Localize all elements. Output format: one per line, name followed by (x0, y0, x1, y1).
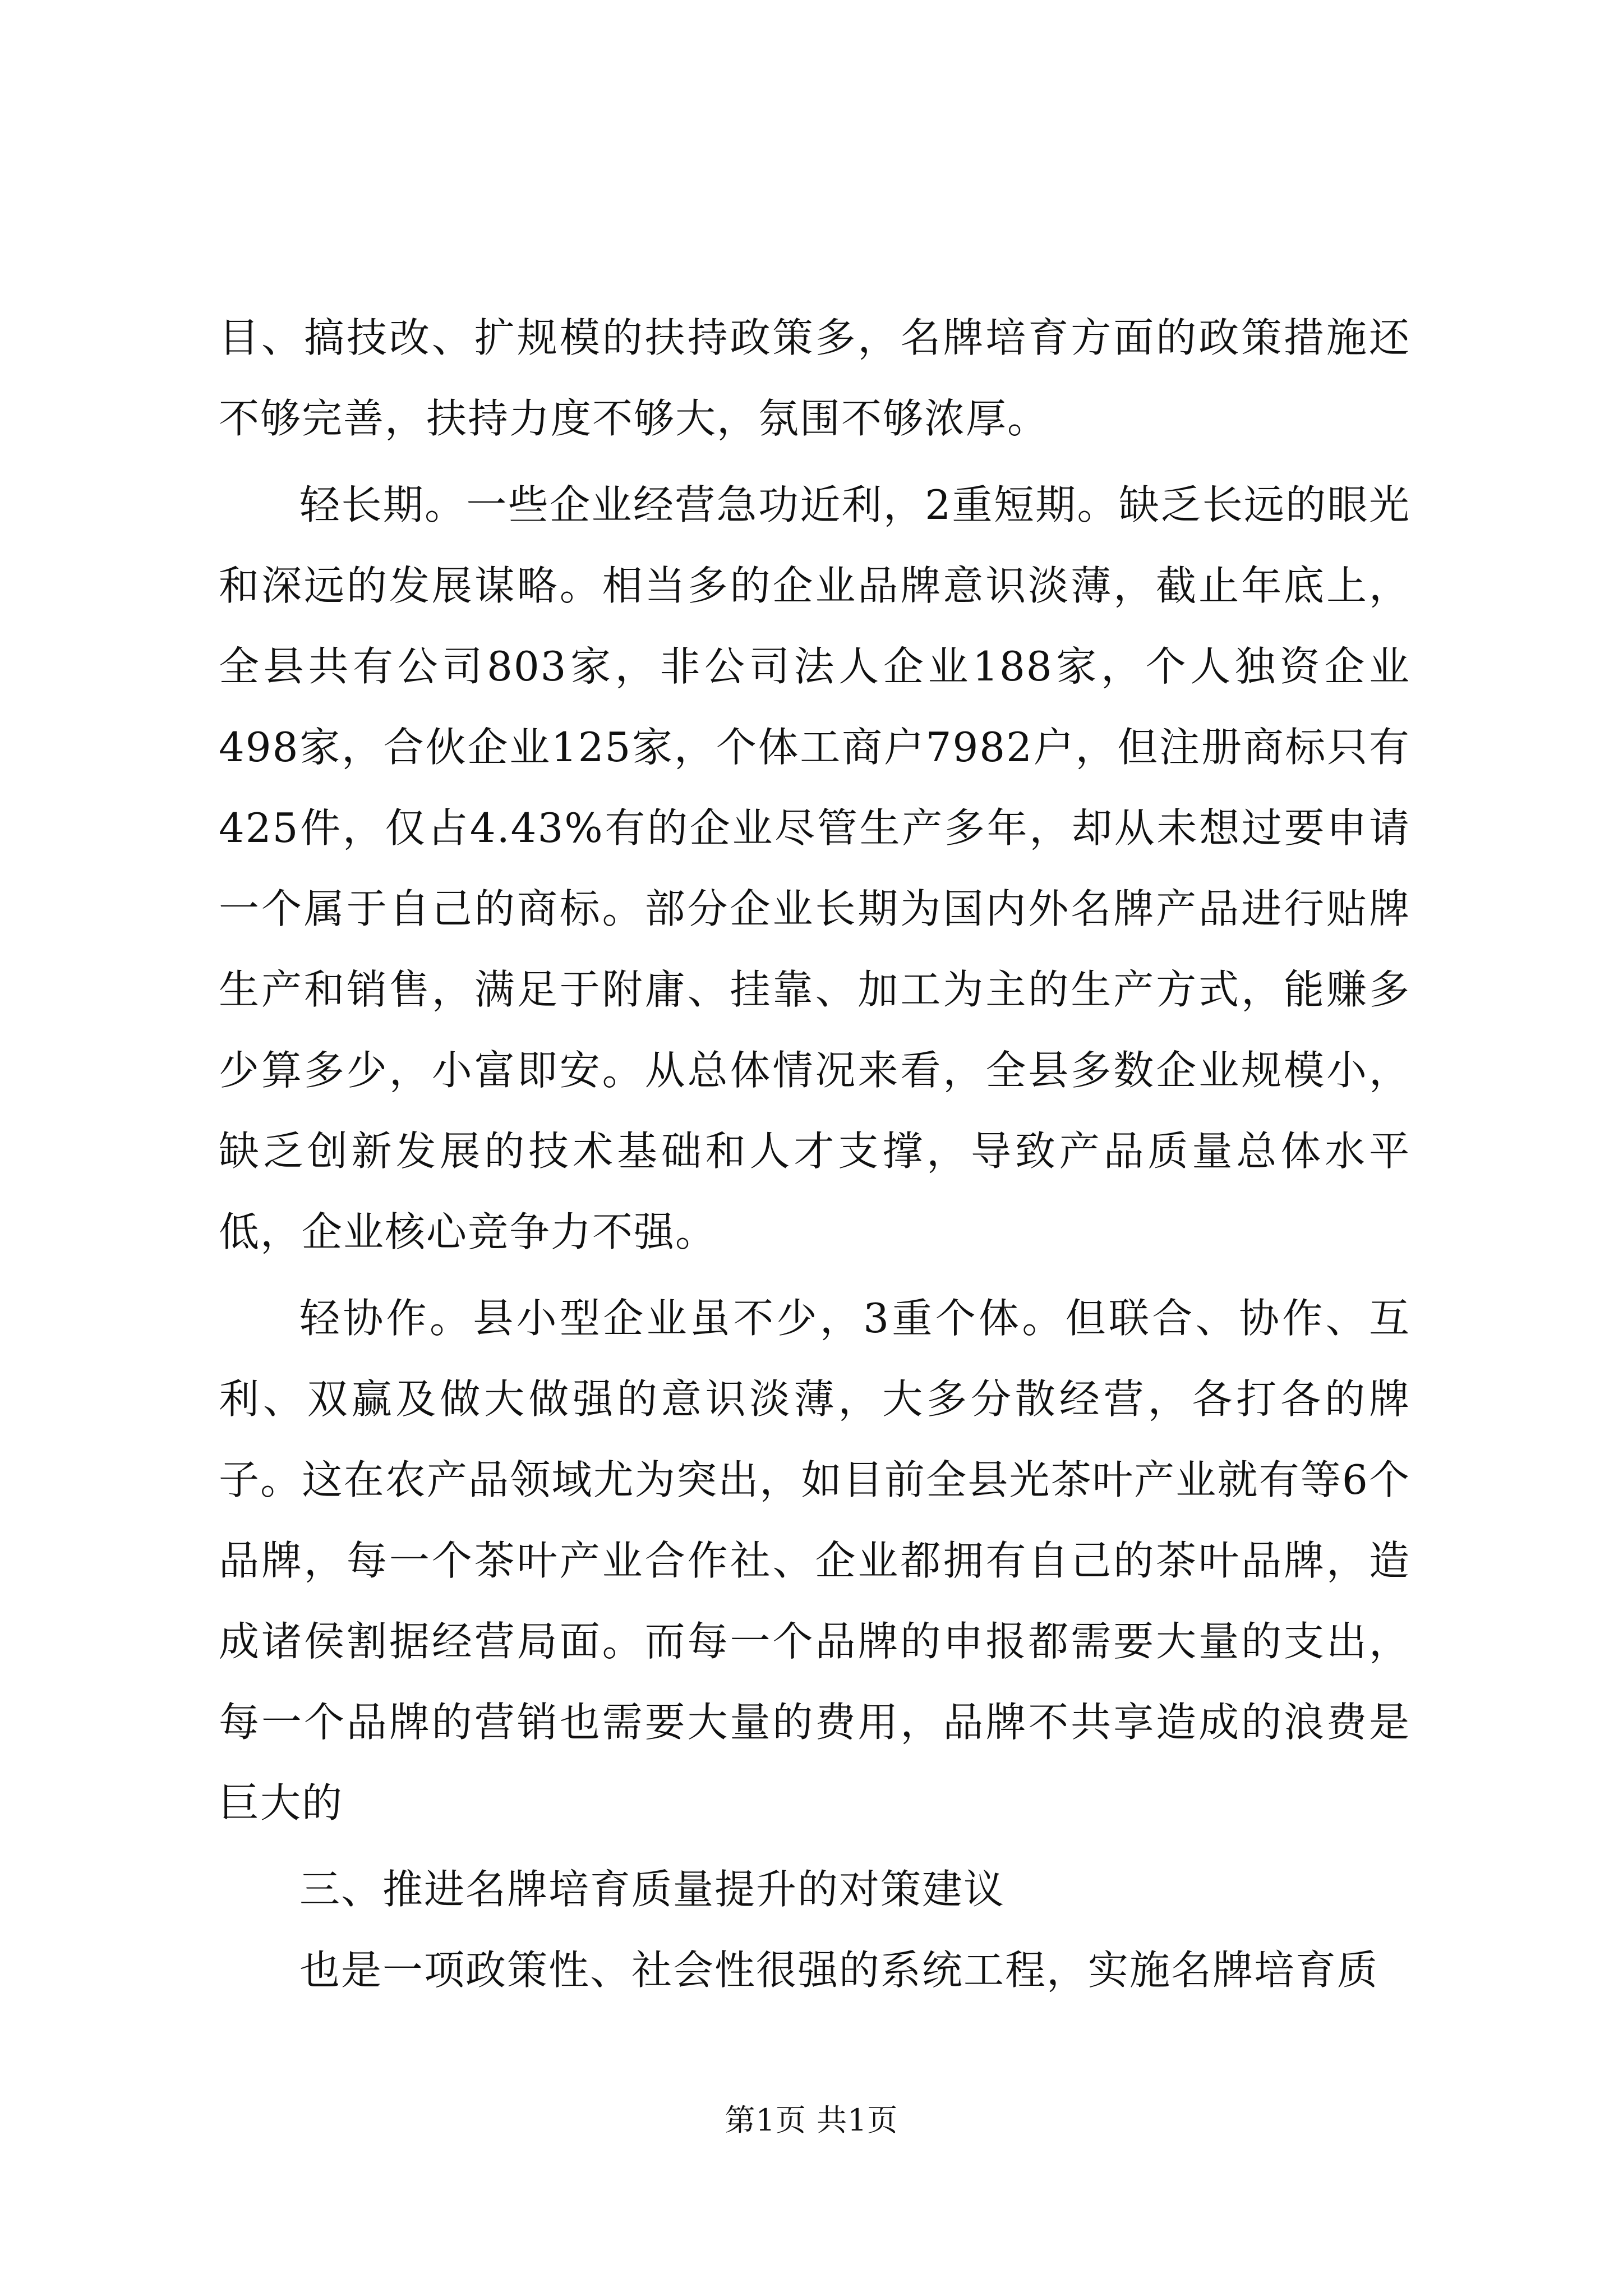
paragraph-last: 也是一项政策性、社会性很强的系统工程，实施名牌培育质 (299, 1947, 1379, 1994)
paragraph-continuation: 目、搞技改、扩规模的扶持政策多，名牌培育方面的政策措施还不够完善，扶持力度不够大，氛围不够浓厚。 (219, 314, 1410, 442)
section-heading: 三、推进名牌培育质量提升的对策建议 (299, 1866, 1006, 1913)
page-footer: 第1页 共1页 (725, 2102, 898, 2138)
paragraph-cooperation: 轻协作。县小型企业虽不少，3重个体。但联合、协作、互利、双赢及做大做强的意识淡薄，大多分散经营，各打各的牌子。这在农产品领域尤为突出，如目前全县光茶叶产业就有等6个品牌，每一个茶叶产业合作社、企业都拥有自己的茶叶品牌，造成诸侯割据经营局面。而每一个品牌的申报都需要大量的支出，每一个品牌的营销也需要大量的费用，品牌不共享造成的浪费是巨大的 (219, 1295, 1410, 1826)
document-body (219, 297, 1410, 2016)
paragraph-long-term: 轻长期。一些企业经营急功近利，2重短期。缺乏长远的眼光和深远的发展谋略。相当多的企业品牌意识淡薄，截止年底上，全县共有公司803家，非公司法人企业188家，个人独资企业498家，合伙企业125家，个体工商户7982户，但注册商标只有425件，仅占4.43%有的企业尽管生产多年，却从未想过要申请一个属于自己的商标。部分企业长期为国内外名牌产品进行贴牌生产和销售，满足于附庸、挂靠、加工为主的生产方式，能赚多少算多少，小富即安。从总体情况来看，全县多数企业规模小，缺乏创新发展的技术基础和人才支撑，导致产品质量总体水平低，企业核心竞争力不强。 (219, 481, 1410, 1255)
